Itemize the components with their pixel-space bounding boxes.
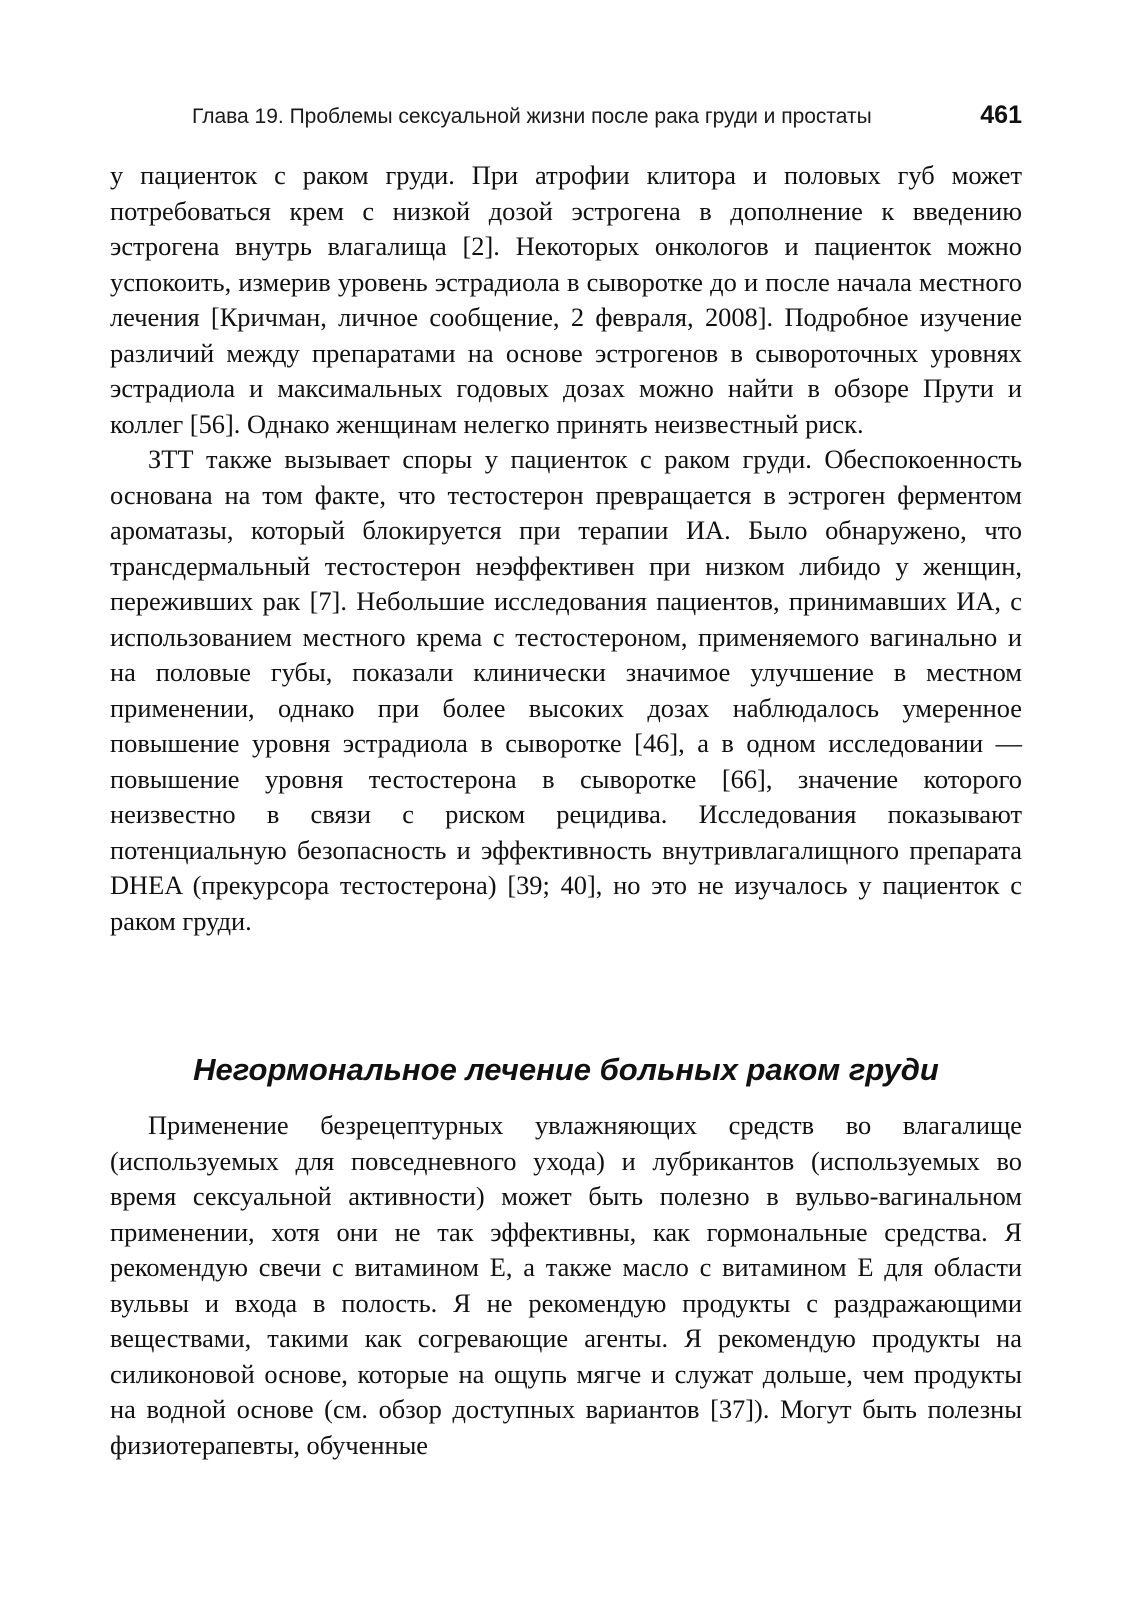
page-number: 461 (980, 101, 1022, 129)
section-body (110, 1108, 1022, 1463)
paragraph-testosterone: ЗТТ также вызывает споры у пациенток с раком груди. Обеспокоенность основана на том факте, что тестостерон превращается в эстроген ферментом ароматазы, который блокируется при терапии ИА. Было обнаружено, что трансдермальный тестостерон неэффективен при низком либидо у женщин, переживших рак [7]. Небольшие исследования пациентов, принимавших ИА, с использованием местного крема с тестостероном, применяемого вагинально и на половые губы, показали клинически значимое улучшение в местном применении, однако при более высоких дозах наблюдалось умеренное повышение уровня эстрадиола в сыворотке [46], а в одном исследовании — повышение уровня тестостерона в сыворотке [66], значение которого неизвестно в связи с риском рецидива. Исследования показывают потенциальную безопасность и эффективность внутривлагалищного препарата DHEA (прекурсора тестостерона) [39; 40], но это не изучалось у пациенток с раком груди. (110, 444, 1022, 936)
paragraph-continuation: у пациенток с раком груди. При атрофии клитора и половых губ может потребоваться крем с низкой дозой эстрогена в дополнение к введению эстрогена внутрь влагалища [2]. Некоторых онкологов и пациенток можно успокоить, измерив уровень эстрадиола в сыворотке до и после начала местного лечения [Кричман, личное сообщение, 2 февраля, 2008]. Подробное изучение различий между препаратами на основе эстрогенов в сывороточных уровнях эстрадиола и максимальных годовых дозах можно найти в обзоре Прути и коллег [56]. Однако женщинам нелегко принять неизвестный риск. (110, 160, 1022, 439)
body-text (110, 158, 1022, 939)
paragraph-nonhormonal: Применение безрецептурных увлажняющих средств во влагалище (используемых для повседневного ухода) и лубрикантов (используемых во время сексуальной активности) может быть полезно в вульво-вагинальном применении, хотя они не так эффективны, как гормональные средства. Я рекомендую свечи с витамином Е, а также масло с витамином Е для области вульвы и входа в полость. Я не рекомендую продукты с раздражающими веществами, такими как согревающие агенты. Я рекомендую продукты на силиконовой основе, которые на ощупь мягче и служат дольше, чем продукты на водной основе (см. обзор доступных вариантов [37]). Могут быть полезны физиотерапевты, обученные (110, 1110, 1022, 1460)
running-title: Глава 19. Проблемы сексуальной жизни после рака груди и простаты (192, 105, 872, 128)
section-heading: Негормональное лечение больных раком груди (193, 1052, 939, 1087)
running-header (192, 101, 1022, 137)
